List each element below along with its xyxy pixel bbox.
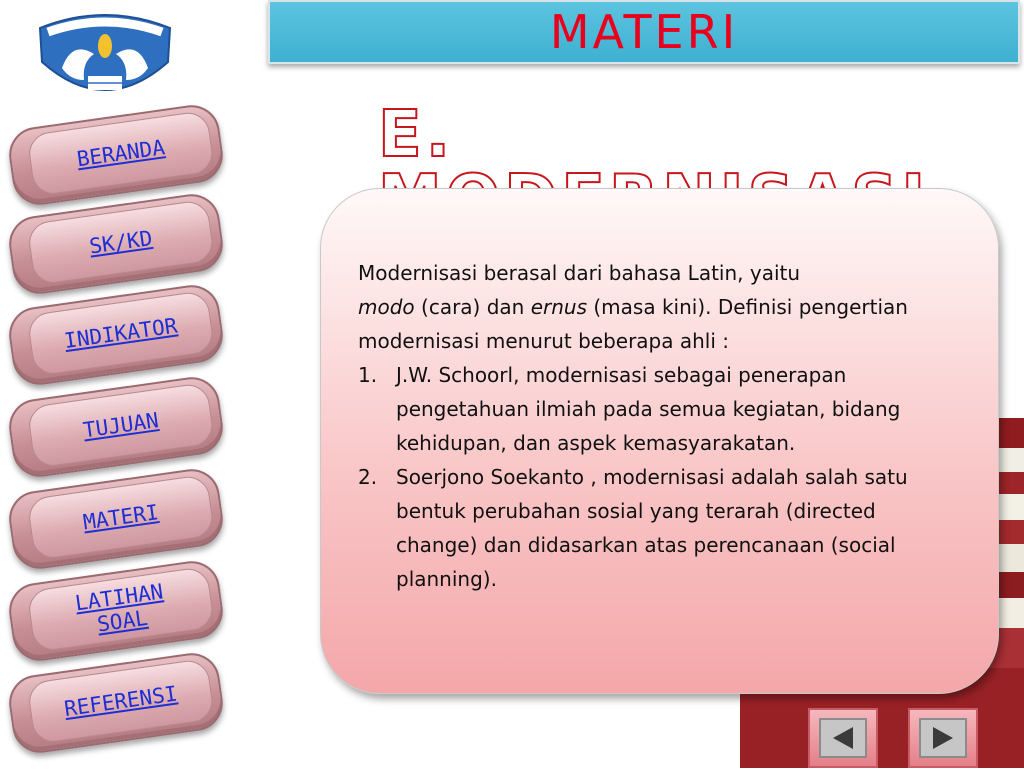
- header-banner: [268, 0, 1020, 64]
- menu-item-label: MATERI: [81, 500, 161, 535]
- page-title: MATERI: [549, 5, 739, 59]
- intro-text: (cara) dan: [414, 295, 531, 319]
- definition-list: [358, 358, 958, 596]
- menu-item-referensi[interactable]: [6, 650, 227, 757]
- intro-text: (masa kini). Definisi pengertian modernisasi menurut beberapa ahli :: [358, 295, 908, 353]
- item-number: 2.: [358, 465, 378, 489]
- item-number: 1.: [358, 363, 378, 387]
- menu-item-beranda[interactable]: [6, 102, 227, 209]
- triangle-right-icon: [929, 724, 957, 752]
- menu-item-label: BERANDA: [75, 135, 167, 172]
- term-ernus: ernus: [530, 295, 588, 319]
- term-modo: modo: [358, 295, 415, 319]
- intro-paragraph: [358, 256, 958, 358]
- menu-item-label: TUJUAN: [81, 408, 161, 443]
- menu-item-label: SK/KD: [87, 226, 154, 259]
- item-text: Soerjono Soekanto , modernisasi adalah salah satu bentuk perubahan sosial yang terarah (directed change) dan didasarkan atas perencanaan (social planning).: [396, 465, 908, 591]
- item-text: J.W. Schoorl, modernisasi sebagai penerapan pengetahuan ilmiah pada semua kegiatan, bidang kehidupan, dan aspek kemasyarakatan.: [396, 363, 901, 455]
- menu-item-tujuan[interactable]: [6, 374, 227, 481]
- section-heading: E.: [378, 98, 455, 172]
- triangle-left-icon: [829, 724, 857, 752]
- logo-emblem-icon: [32, 10, 178, 110]
- definition-item: [358, 460, 958, 596]
- content-body: [358, 256, 958, 596]
- previous-slide-button[interactable]: [808, 708, 878, 768]
- menu-item-sk-kd[interactable]: [6, 191, 227, 298]
- menu-item-label: LATIHAN SOAL: [73, 579, 165, 637]
- next-slide-button[interactable]: [908, 708, 978, 768]
- menu-item-label: REFERENSI: [62, 681, 179, 722]
- definition-item: [358, 358, 958, 460]
- content-card: [320, 188, 999, 694]
- tut-wuri-handayani-logo: [32, 10, 178, 110]
- menu-item-latihan-soal[interactable]: [6, 558, 227, 665]
- menu-item-materi[interactable]: [6, 466, 227, 573]
- menu-item-label: INDIKATOR: [62, 313, 179, 354]
- intro-text: Modernisasi berasal dari bahasa Latin, yaitu: [358, 261, 801, 285]
- menu-item-indikator[interactable]: [6, 282, 227, 389]
